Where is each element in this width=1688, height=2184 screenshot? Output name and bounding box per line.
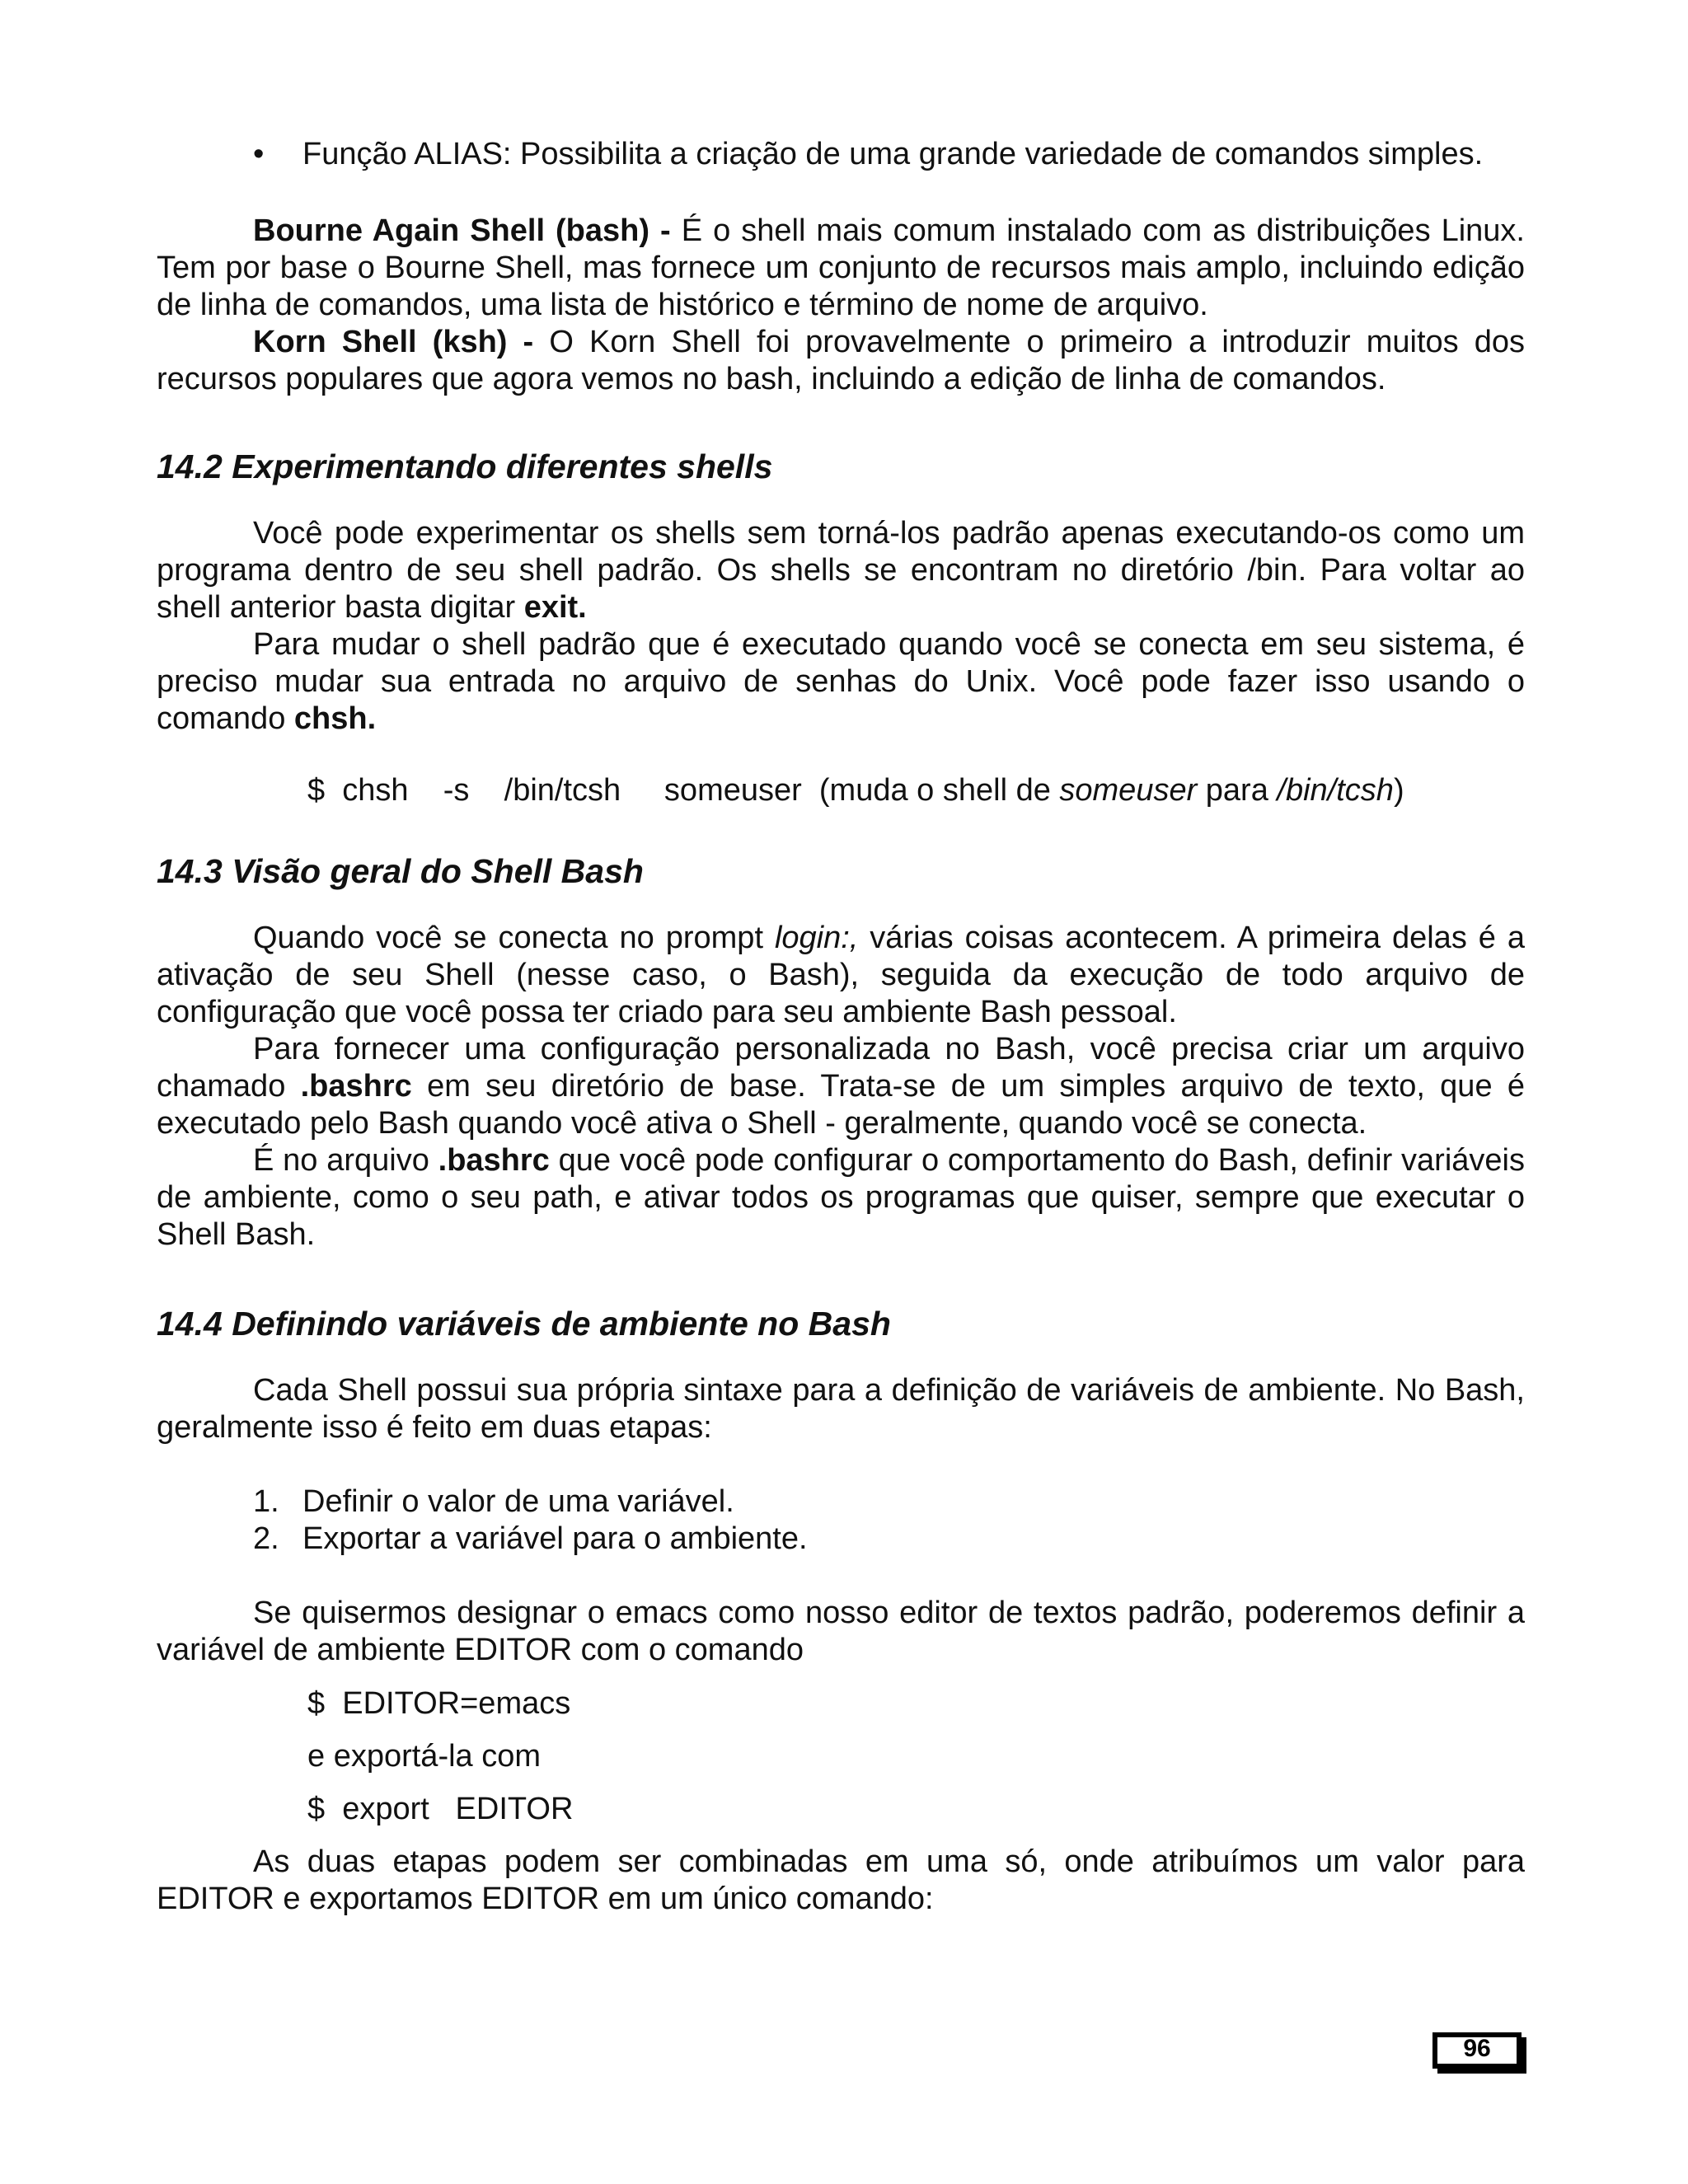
command-example-assign: $ EDITOR=emacs — [307, 1686, 571, 1721]
bash-term: Bourne Again Shell (bash) - — [253, 213, 671, 248]
inline-prompt: login:, — [774, 921, 859, 955]
bash-paragraph — [157, 213, 1525, 324]
list-item: 2. Exportar a variável para o ambiente. — [253, 1521, 808, 1556]
section-heading-14-4: 14.4 Definindo variáveis de ambiente no Bash — [157, 1305, 891, 1343]
document-page — [157, 136, 1525, 1918]
inline-command: exit. — [523, 590, 587, 625]
command-example-export: $ export EDITOR — [307, 1792, 574, 1826]
page-number-badge: 96 — [1432, 2032, 1522, 2069]
command-example-chsh: $ chsh -s /bin/tcsh someuser (muda o shell de someuser para /bin/tcsh) — [307, 773, 1404, 808]
ksh-term: Korn Shell (ksh) - — [253, 325, 534, 359]
paragraph: É no arquivo .bashrc que você pode configurar o comportamento do Bash, definir variáveis de ambiente, como o seu path, e ativar todos os programas que quiser, sempre que executar o Shell Bash. — [157, 1143, 1525, 1252]
ksh-paragraph — [157, 324, 1525, 398]
ksh-description: O Korn Shell foi provavelmente o primeiro a introduzir muitos dos recursos populares que agora vemos no bash, incluindo a edição de linha de comandos. — [157, 325, 1526, 396]
paragraph: Para fornecer uma configuração personalizada no Bash, você precisa criar um arquivo chamado .bashrc em seu diretório de base. Trata-se de um simples arquivo de texto, que é executado pelo Bash quando você ativa o Shell - geralmente, quando você se conecta. — [157, 1032, 1526, 1141]
bullet-icon: • — [253, 137, 265, 171]
paragraph: Se quisermos designar o emacs como nosso editor de textos padrão, poderemos definir a variável de ambiente EDITOR com o comando — [157, 1596, 1525, 1667]
steps-list — [157, 1483, 1525, 1558]
paragraph: Para mudar o shell padrão que é executado quando você se conecta em seu sistema, é preciso mudar sua entrada no arquivo de senhas do Unix. Você pode fazer isso usando o comando chsh. — [157, 627, 1525, 736]
inline-filename: .bashrc — [438, 1143, 550, 1178]
paragraph: Quando você se conecta no prompt login:, várias coisas acontecem. A primeira delas é a ativação de seu Shell (nesse caso, o Bash), seguida da execução de todo arquivo de configuração que você possa ter criado para seu ambiente Bash pessoal. — [157, 921, 1525, 1029]
list-item: 1. Definir o valor de uma variável. — [253, 1484, 734, 1519]
feature-list — [157, 136, 1525, 173]
section-heading-14-3: 14.3 Visão geral do Shell Bash — [157, 852, 644, 890]
command-caption: e exportá-la com — [307, 1739, 542, 1774]
bash-description: É o shell mais comum instalado com as distribuições Linux. Tem por base o Bourne Shell, mas fornece um conjunto de recursos mais amplo, incluindo edição de linha de comandos, uma lista de histórico e término de nome de arquivo. — [157, 213, 1525, 322]
section-heading-14-2: 14.2 Experimentando diferentes shells — [157, 448, 773, 485]
list-item — [157, 136, 1525, 173]
paragraph: Cada Shell possui sua própria sintaxe para a definição de variáveis de ambiente. No Bash, geralmente isso é feito em duas etapas: — [157, 1373, 1525, 1445]
paragraph: Você pode experimentar os shells sem torná-los padrão apenas executando-os como um programa dentro de seu shell padrão. Os shells se encontram no diretório /bin. Para voltar ao shell anterior basta digitar exit. — [157, 516, 1525, 625]
inline-filename: .bashrc — [300, 1069, 412, 1104]
paragraph: As duas etapas podem ser combinadas em uma só, onde atribuímos um valor para EDITOR e exportamos EDITOR em um único comando: — [157, 1844, 1525, 1916]
bullet-text: Função ALIAS: Possibilita a criação de uma grande variedade de comandos simples. — [302, 137, 1484, 171]
inline-command: chsh. — [293, 701, 377, 736]
